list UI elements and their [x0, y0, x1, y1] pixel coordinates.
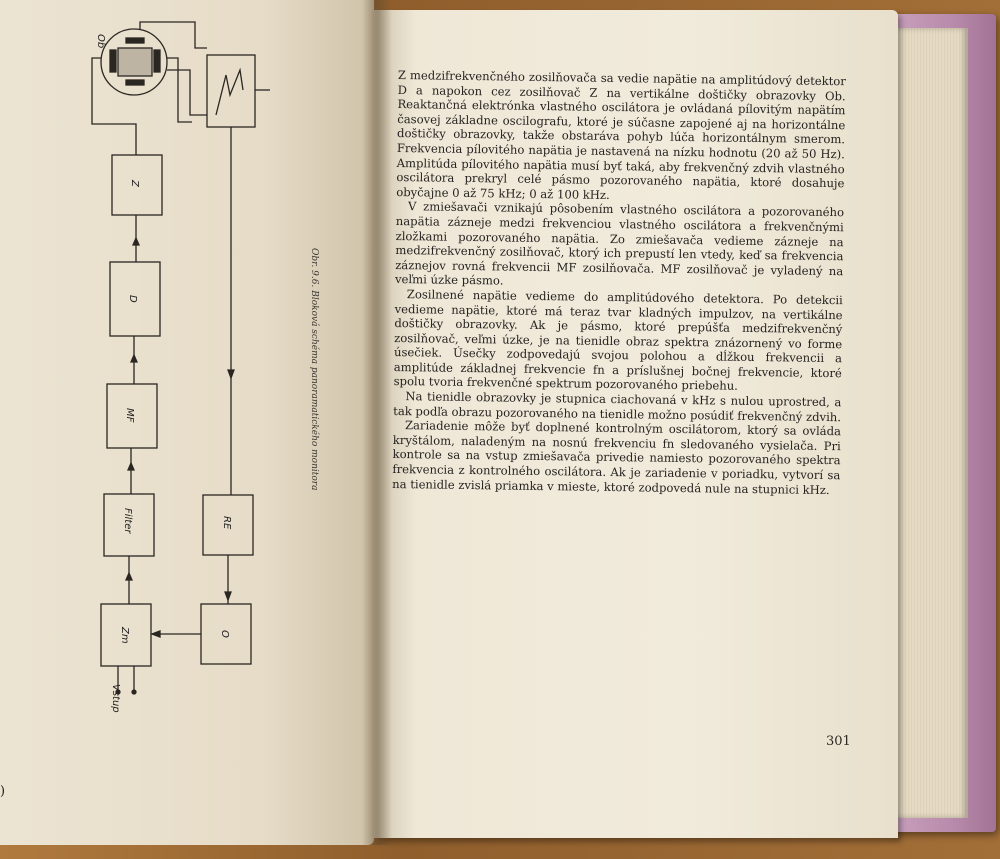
- tube-label: Ob: [95, 34, 106, 49]
- input-label: Vstup: [110, 684, 121, 713]
- block-mf-label: MF: [124, 408, 135, 423]
- block-o-label: O: [219, 630, 230, 638]
- block-zm-label: Zm: [119, 627, 130, 644]
- block-z-label: Z: [129, 180, 140, 187]
- figure-caption: Obr. 9.6. Bloková schéma panoramatického monitora: [309, 248, 319, 491]
- block-d-label: D: [127, 295, 138, 303]
- paragraph: Zariadenie môže byť doplnené kontrolným oscilátorom, ktorý sa ovláda kryštálom, naladeným na nosnú frekvenciu fn sledovaného vysielača. Pri kontrole sa na vstup zmiešavača privedie namiesto pozorovaného spektra frekvencia z kontrolného oscilátora. Ak je zariadenie v poriadku, vytvorí sa na tienidle zvislá priamka v mieste, ktoré zodpovedá nule na stupnici kHz.: [392, 418, 842, 497]
- block-filter-label: Filter: [122, 508, 133, 534]
- paragraph: Z medzifrekvenčného zosilňovača sa vedie napätie na amplitúdový detektor D a napokon cez zosilňovač Z na vertikálne doštičky obrazovky Ob. Reaktančná elektrónka vlastného oscilátora je ovládaná pílovitým napätím časovej základne oscilografu, ktoré je súčasne zapojené aj na horizontálne doštičky obrazovky, takže obstaráva pohyb lúča horizontálnym smerom. Frekvencia pílovitého napätia je nastavená na nízku hodnotu (20 až 50 Hz). Amplitúda pílovitého napätia musí byť taká, aby frekvenčný zdvih vlastného oscilátora prekryl celé pásmo pozorovaného napätia, ktoré dosahuje obyčajne 0 až 75 kHz; 0 až 100 kHz.: [396, 68, 846, 202]
- paragraph: Na tienidle obrazovky je stupnica ciachovaná v kHz s nulou uprostred, a tak podľa obrazu pozorovaného na tienidle možno posúdiť frekvenčný zdvih.: [393, 389, 842, 424]
- page-number: 301: [826, 734, 851, 749]
- block-re-label: RE: [221, 516, 232, 530]
- paragraph: Zosilnené napätie vedieme do amplitúdového detektora. Po detekcii vedieme napätie, ktoré má teraz tvar kladných impulzov, na vertikálne doštičky obrazovky. Ak je pásmo, ktoré prepúšťa medzifrekvenčný zosilňovač, veľmi úzke, je na tienidle obraz spektra znázornený vo forme úsečiek. Úsečky zodpovedajú svojou polohou a dĺžkou frekvencii a amplitúde základnej frekvencie fn a príslušnej bočnej frekvencie, ktoré spolu tvoria frekvenčné spektrum pozorovaného priebehu.: [393, 287, 843, 394]
- body-text: [392, 68, 846, 497]
- paragraph: V zmiešavači vznikajú pôsobením vlastného oscilátora a pozorovaného napätia zázneje medzi frekvenciou vlastného oscilátora a frekvenčnými zložkami pozorovaného napätia. Zo zmiešavača vedieme zázneje na medzifrekvenčný zosilňovač, ktorý ich prepustí len vtedy, keď sa frekvencia záznejov rovná frekvencii MF zosilňovača. MF zosilňovač je vyladený na veľmi úzke pásmo.: [394, 199, 845, 288]
- crt-screen: [118, 48, 152, 76]
- edge-mark: ): [0, 784, 6, 799]
- book-gutter: [362, 0, 392, 845]
